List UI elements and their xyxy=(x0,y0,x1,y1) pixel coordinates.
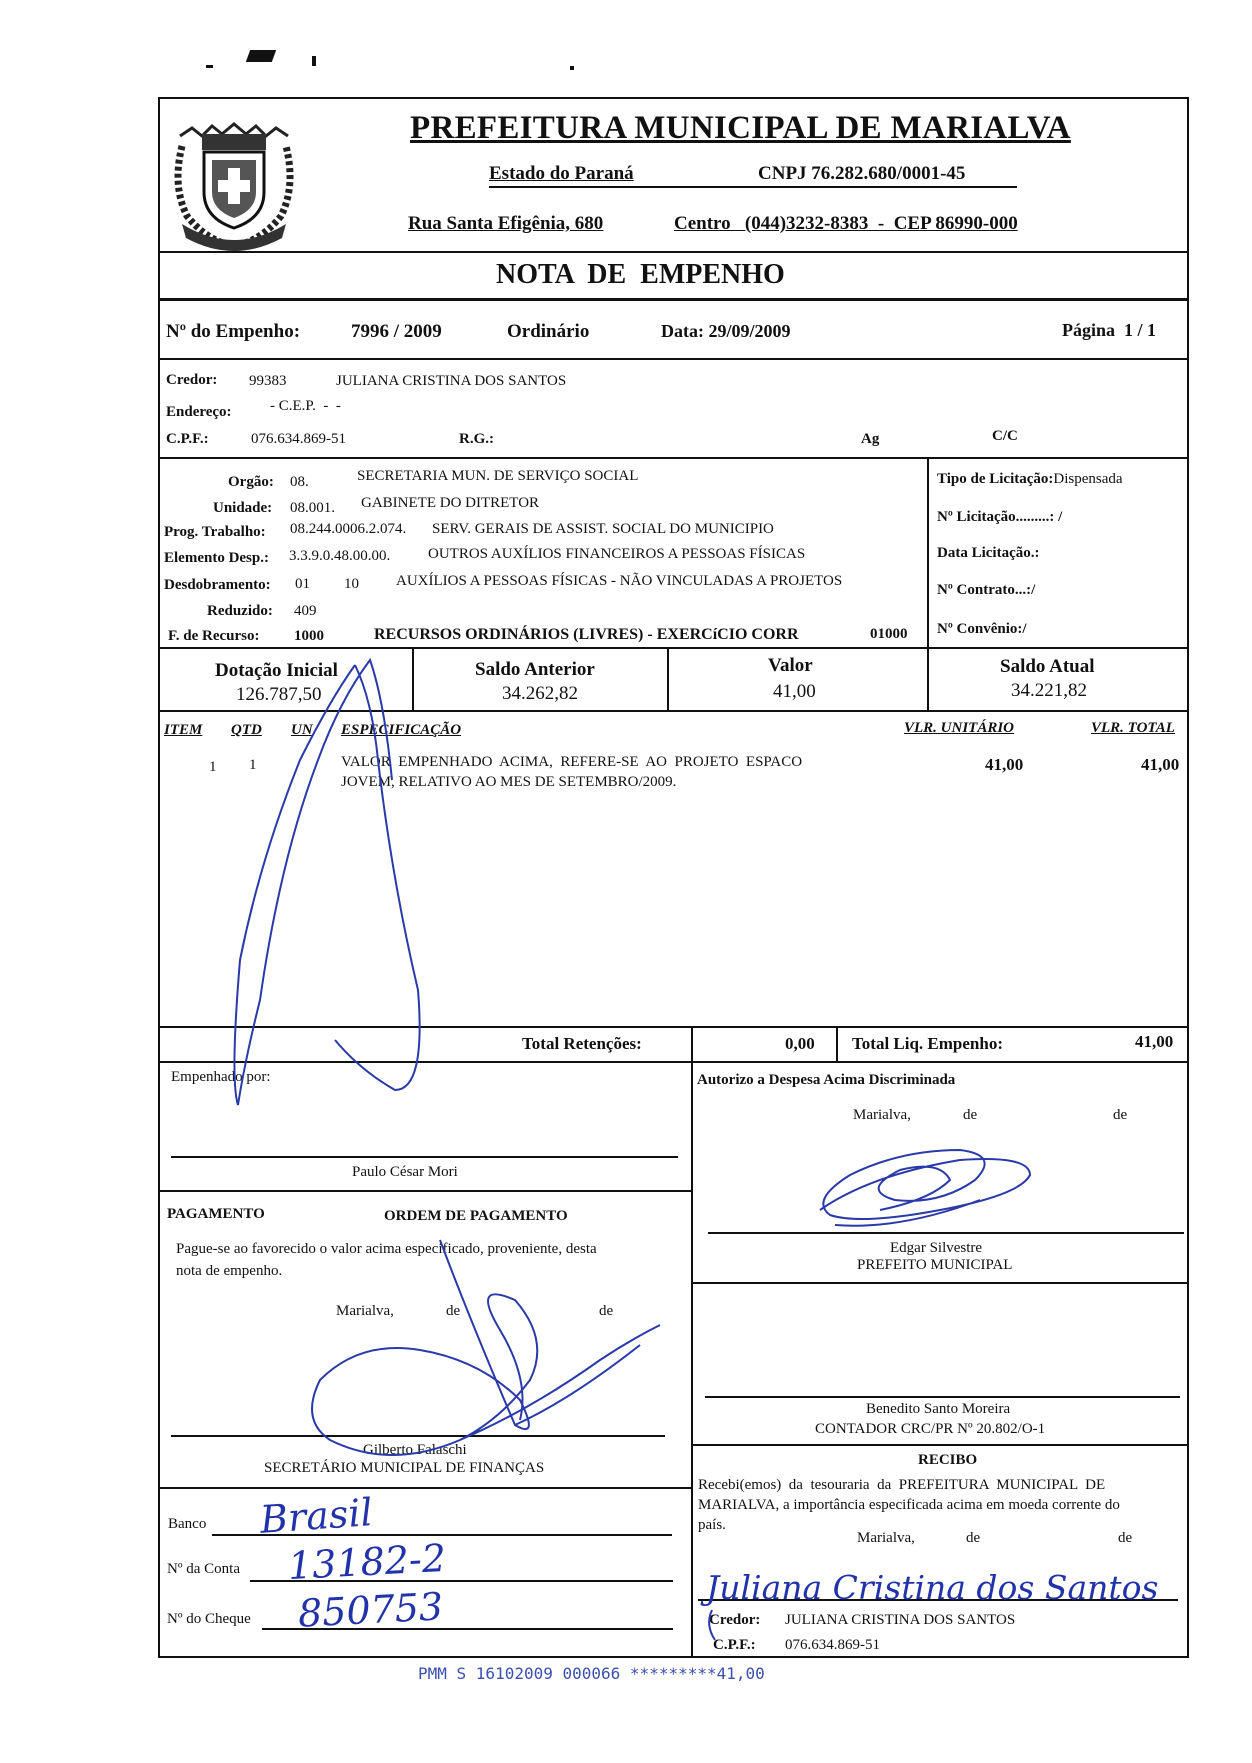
divider xyxy=(158,647,1189,649)
valor-value: 41,00 xyxy=(773,681,816,702)
col-header-total: VLR. TOTAL xyxy=(1091,720,1175,736)
scan-mark xyxy=(206,65,213,68)
row-total: 41,00 xyxy=(1141,755,1180,774)
divider xyxy=(158,1190,691,1192)
reduzido-label: Reduzido: xyxy=(207,603,273,619)
divider xyxy=(158,710,1189,712)
row-spec-line1: VALOR EMPENHADO ACIMA, REFERE-SE AO PROJETO ESPACO xyxy=(341,754,803,770)
recibo-label: RECIBO xyxy=(918,1452,978,1468)
orgao-desc: SECRETARIA MUN. DE SERVIÇO SOCIAL xyxy=(357,468,639,484)
autorizo-de1: de xyxy=(963,1107,978,1123)
cheque-label: Nº do Cheque xyxy=(167,1611,251,1627)
recibo-line3: país. xyxy=(698,1517,726,1533)
licitacao-numero: Nº Licitação.........: / xyxy=(937,509,1063,525)
cheque-value: 850753 xyxy=(296,1584,445,1636)
retencoes-label: Total Retenções: xyxy=(522,1034,642,1053)
address: Rua Santa Efigênia, 680 xyxy=(408,213,604,234)
column-divider xyxy=(667,647,669,710)
licitacao-tipo xyxy=(937,471,1123,488)
saldo-atual-value: 34.221,82 xyxy=(1011,680,1087,701)
row-qtd: 1 xyxy=(249,757,257,773)
desd-code2: 10 xyxy=(344,576,359,592)
desd-desc: AUXÍLIOS A PESSOAS FÍSICAS - NÃO VINCULADAS A PROJETOS xyxy=(396,573,843,589)
divider xyxy=(158,1487,691,1489)
financas-role: SECRETÁRIO MUNICIPAL DE FINANÇAS xyxy=(264,1460,545,1476)
conta-label: Nº da Conta xyxy=(167,1561,240,1577)
col-header-spec: ESPECIFICAÇÃO xyxy=(341,722,462,738)
column-divider xyxy=(836,1026,838,1062)
column-divider xyxy=(927,457,929,648)
empenho-type: Ordinário xyxy=(507,321,590,342)
elem-desc: OUTROS AUXÍLIOS FINANCEIROS A PESSOAS FÍSICAS xyxy=(428,546,806,562)
recibo-cpf-label: C.P.F.: xyxy=(713,1637,756,1653)
licitacao-data: Data Licitação.: xyxy=(937,545,1040,561)
scan-mark xyxy=(570,66,574,70)
scan-mark xyxy=(312,56,316,66)
empenho-date: Data: 29/09/2009 xyxy=(661,321,791,341)
unidade-code: 08.001. xyxy=(290,500,335,516)
empenho-number: 7996 / 2009 xyxy=(351,321,442,342)
signature-line xyxy=(171,1435,665,1437)
divider xyxy=(158,298,1189,301)
cpf-label: C.P.F.: xyxy=(166,431,209,447)
autorizo-de2: de xyxy=(1113,1107,1128,1123)
district-phone-cep: Centro (044)3232-8383 - CEP 86990-000 xyxy=(674,213,1018,234)
state-name: Estado do Paraná xyxy=(489,163,634,184)
recibo-de2: de xyxy=(1118,1530,1133,1546)
licitacao-convenio: Nº Convênio:/ xyxy=(937,621,1027,637)
liquido-value: 41,00 xyxy=(1135,1032,1174,1051)
valor-label: Valor xyxy=(768,655,813,676)
prog-desc: SERV. GERAIS DE ASSIST. SOCIAL DO MUNICIPIO xyxy=(432,521,774,537)
pagamento-text-line2: nota de empenho. xyxy=(176,1263,283,1279)
recibo-city: Marialva, xyxy=(857,1530,915,1546)
divider xyxy=(158,1026,1189,1028)
divider xyxy=(691,1444,1189,1446)
scan-mark xyxy=(246,50,276,62)
recibo-credor-label: Credor: xyxy=(709,1612,761,1628)
saldo-atual-label: Saldo Atual xyxy=(1000,656,1095,677)
desd-label: Desdobramento: xyxy=(164,577,271,593)
recibo-cpf-value: 076.634.869-51 xyxy=(785,1637,880,1653)
coat-of-arms-icon xyxy=(162,106,306,254)
row-unit: 41,00 xyxy=(985,755,1024,774)
signature-line xyxy=(171,1156,678,1158)
elem-label: Elemento Desp.: xyxy=(164,550,269,566)
credor-code: 99383 xyxy=(249,373,287,389)
empenhado-label: Empenhado por: xyxy=(171,1069,271,1085)
empenho-number-label: Nº do Empenho: xyxy=(166,321,301,342)
pagamento-de2: de xyxy=(599,1303,614,1319)
retencoes-value: 0,00 xyxy=(785,1034,815,1053)
column-divider xyxy=(691,1026,693,1062)
divider xyxy=(158,1061,1189,1063)
col-header-item: ITEM xyxy=(164,722,203,738)
banco-label: Banco xyxy=(168,1516,207,1532)
empenhado-name: Paulo César Mori xyxy=(352,1164,458,1180)
recurso-code: 1000 xyxy=(294,628,324,644)
column-divider xyxy=(927,647,929,710)
recurso-num: 01000 xyxy=(870,626,908,642)
liquido-label: Total Liq. Empenho: xyxy=(852,1034,1003,1053)
doc-title: NOTA DE EMPENHO xyxy=(496,259,785,290)
contador-name: Benedito Santo Moreira xyxy=(866,1401,1011,1417)
endereco-label: Endereço: xyxy=(166,404,232,420)
recurso-desc: RECURSOS ORDINÁRIOS (LIVRES) - EXERCíCIO CORR xyxy=(374,626,799,643)
saldo-anterior-value: 34.262,82 xyxy=(502,683,578,704)
elem-code: 3.3.9.0.48.00.00. xyxy=(289,548,391,564)
pagamento-de1: de xyxy=(446,1303,461,1319)
col-header-unit: VLR. UNITÁRIO xyxy=(904,720,1015,736)
cpf-value: 076.634.869-51 xyxy=(251,431,346,447)
column-divider xyxy=(412,647,414,710)
unidade-label: Unidade: xyxy=(213,500,273,516)
saldo-anterior-label: Saldo Anterior xyxy=(475,659,595,680)
credor-name: JULIANA CRISTINA DOS SANTOS xyxy=(336,373,567,389)
cc-label: C/C xyxy=(992,428,1018,444)
prog-code: 08.244.0006.2.074. xyxy=(290,521,407,537)
rg-label: R.G.: xyxy=(459,431,494,447)
col-header-qtd: QTD xyxy=(231,722,262,738)
header-underline xyxy=(489,186,1017,188)
cnpj: CNPJ 76.282.680/0001-45 xyxy=(758,163,966,184)
financas-name: Gilberto Falaschi xyxy=(363,1442,467,1458)
cashier-stamp: PMM S 16102009 000066 *********41,00 xyxy=(418,1664,765,1683)
recibo-line1: Recebi(emos) da tesouraria da PREFEITURA MUNICIPAL DE xyxy=(698,1477,1106,1493)
orgao-label: Orgão: xyxy=(228,474,274,490)
divider xyxy=(158,457,1189,459)
autorizo-label: Autorizo a Despesa Acima Discriminada xyxy=(697,1072,956,1088)
dotacao-value: 126.787,50 xyxy=(236,684,322,705)
banco-value: Brasil xyxy=(258,1490,374,1542)
conta-value: 13182-2 xyxy=(286,1535,447,1589)
licitacao-tipo-label: Tipo de Licitação: xyxy=(937,471,1054,487)
reduzido-value: 409 xyxy=(294,603,317,619)
page-number: Página 1 / 1 xyxy=(1062,320,1157,340)
credor-label: Credor: xyxy=(166,372,218,388)
pagamento-label: PAGAMENTO xyxy=(167,1206,265,1222)
divider xyxy=(158,251,1189,253)
pagamento-text-line1: Pague-se ao favorecido o valor acima especificado, proveniente, desta xyxy=(176,1241,597,1257)
divider xyxy=(158,358,1189,360)
recibo-line2: MARIALVA, a importância especificada acima em moeda corrente do xyxy=(698,1497,1120,1513)
center-divider xyxy=(691,1061,693,1658)
dotacao-label: Dotação Inicial xyxy=(215,660,338,681)
col-header-un: UN xyxy=(291,722,313,738)
municipality-title: PREFEITURA MUNICIPAL DE MARIALVA xyxy=(410,110,1071,146)
licitacao-contrato: Nº Contrato...:/ xyxy=(937,582,1036,598)
autorizo-city: Marialva, xyxy=(853,1107,911,1123)
desd-code1: 01 xyxy=(295,576,310,592)
divider xyxy=(691,1282,1189,1284)
signature-line xyxy=(705,1396,1180,1398)
endereco-value: - C.E.P. - - xyxy=(270,398,341,414)
prog-label: Prog. Trabalho: xyxy=(164,524,266,540)
recurso-label: F. de Recurso: xyxy=(168,628,260,644)
ag-label: Ag xyxy=(861,431,880,447)
prefeito-name: Edgar Silvestre xyxy=(890,1240,983,1256)
row-spec-line2: JOVEM, RELATIVO AO MES DE SETEMBRO/2009. xyxy=(341,774,677,790)
signature-line xyxy=(708,1232,1184,1234)
orgao-code: 08. xyxy=(290,474,309,490)
recibo-signature: Juliana Cristina dos Santos xyxy=(706,1568,1159,1607)
licitacao-tipo-value: Dispensada xyxy=(1053,471,1123,487)
pagamento-city: Marialva, xyxy=(336,1303,394,1319)
unidade-desc: GABINETE DO DITRETOR xyxy=(361,495,540,511)
recibo-de1: de xyxy=(966,1530,981,1546)
prefeito-role: PREFEITO MUNICIPAL xyxy=(857,1257,1013,1273)
ordem-label: ORDEM DE PAGAMENTO xyxy=(384,1208,568,1224)
contador-role: CONTADOR CRC/PR Nº 20.802/O-1 xyxy=(815,1421,1046,1437)
recibo-credor-value: JULIANA CRISTINA DOS SANTOS xyxy=(785,1612,1016,1628)
row-item: 1 xyxy=(209,759,217,775)
